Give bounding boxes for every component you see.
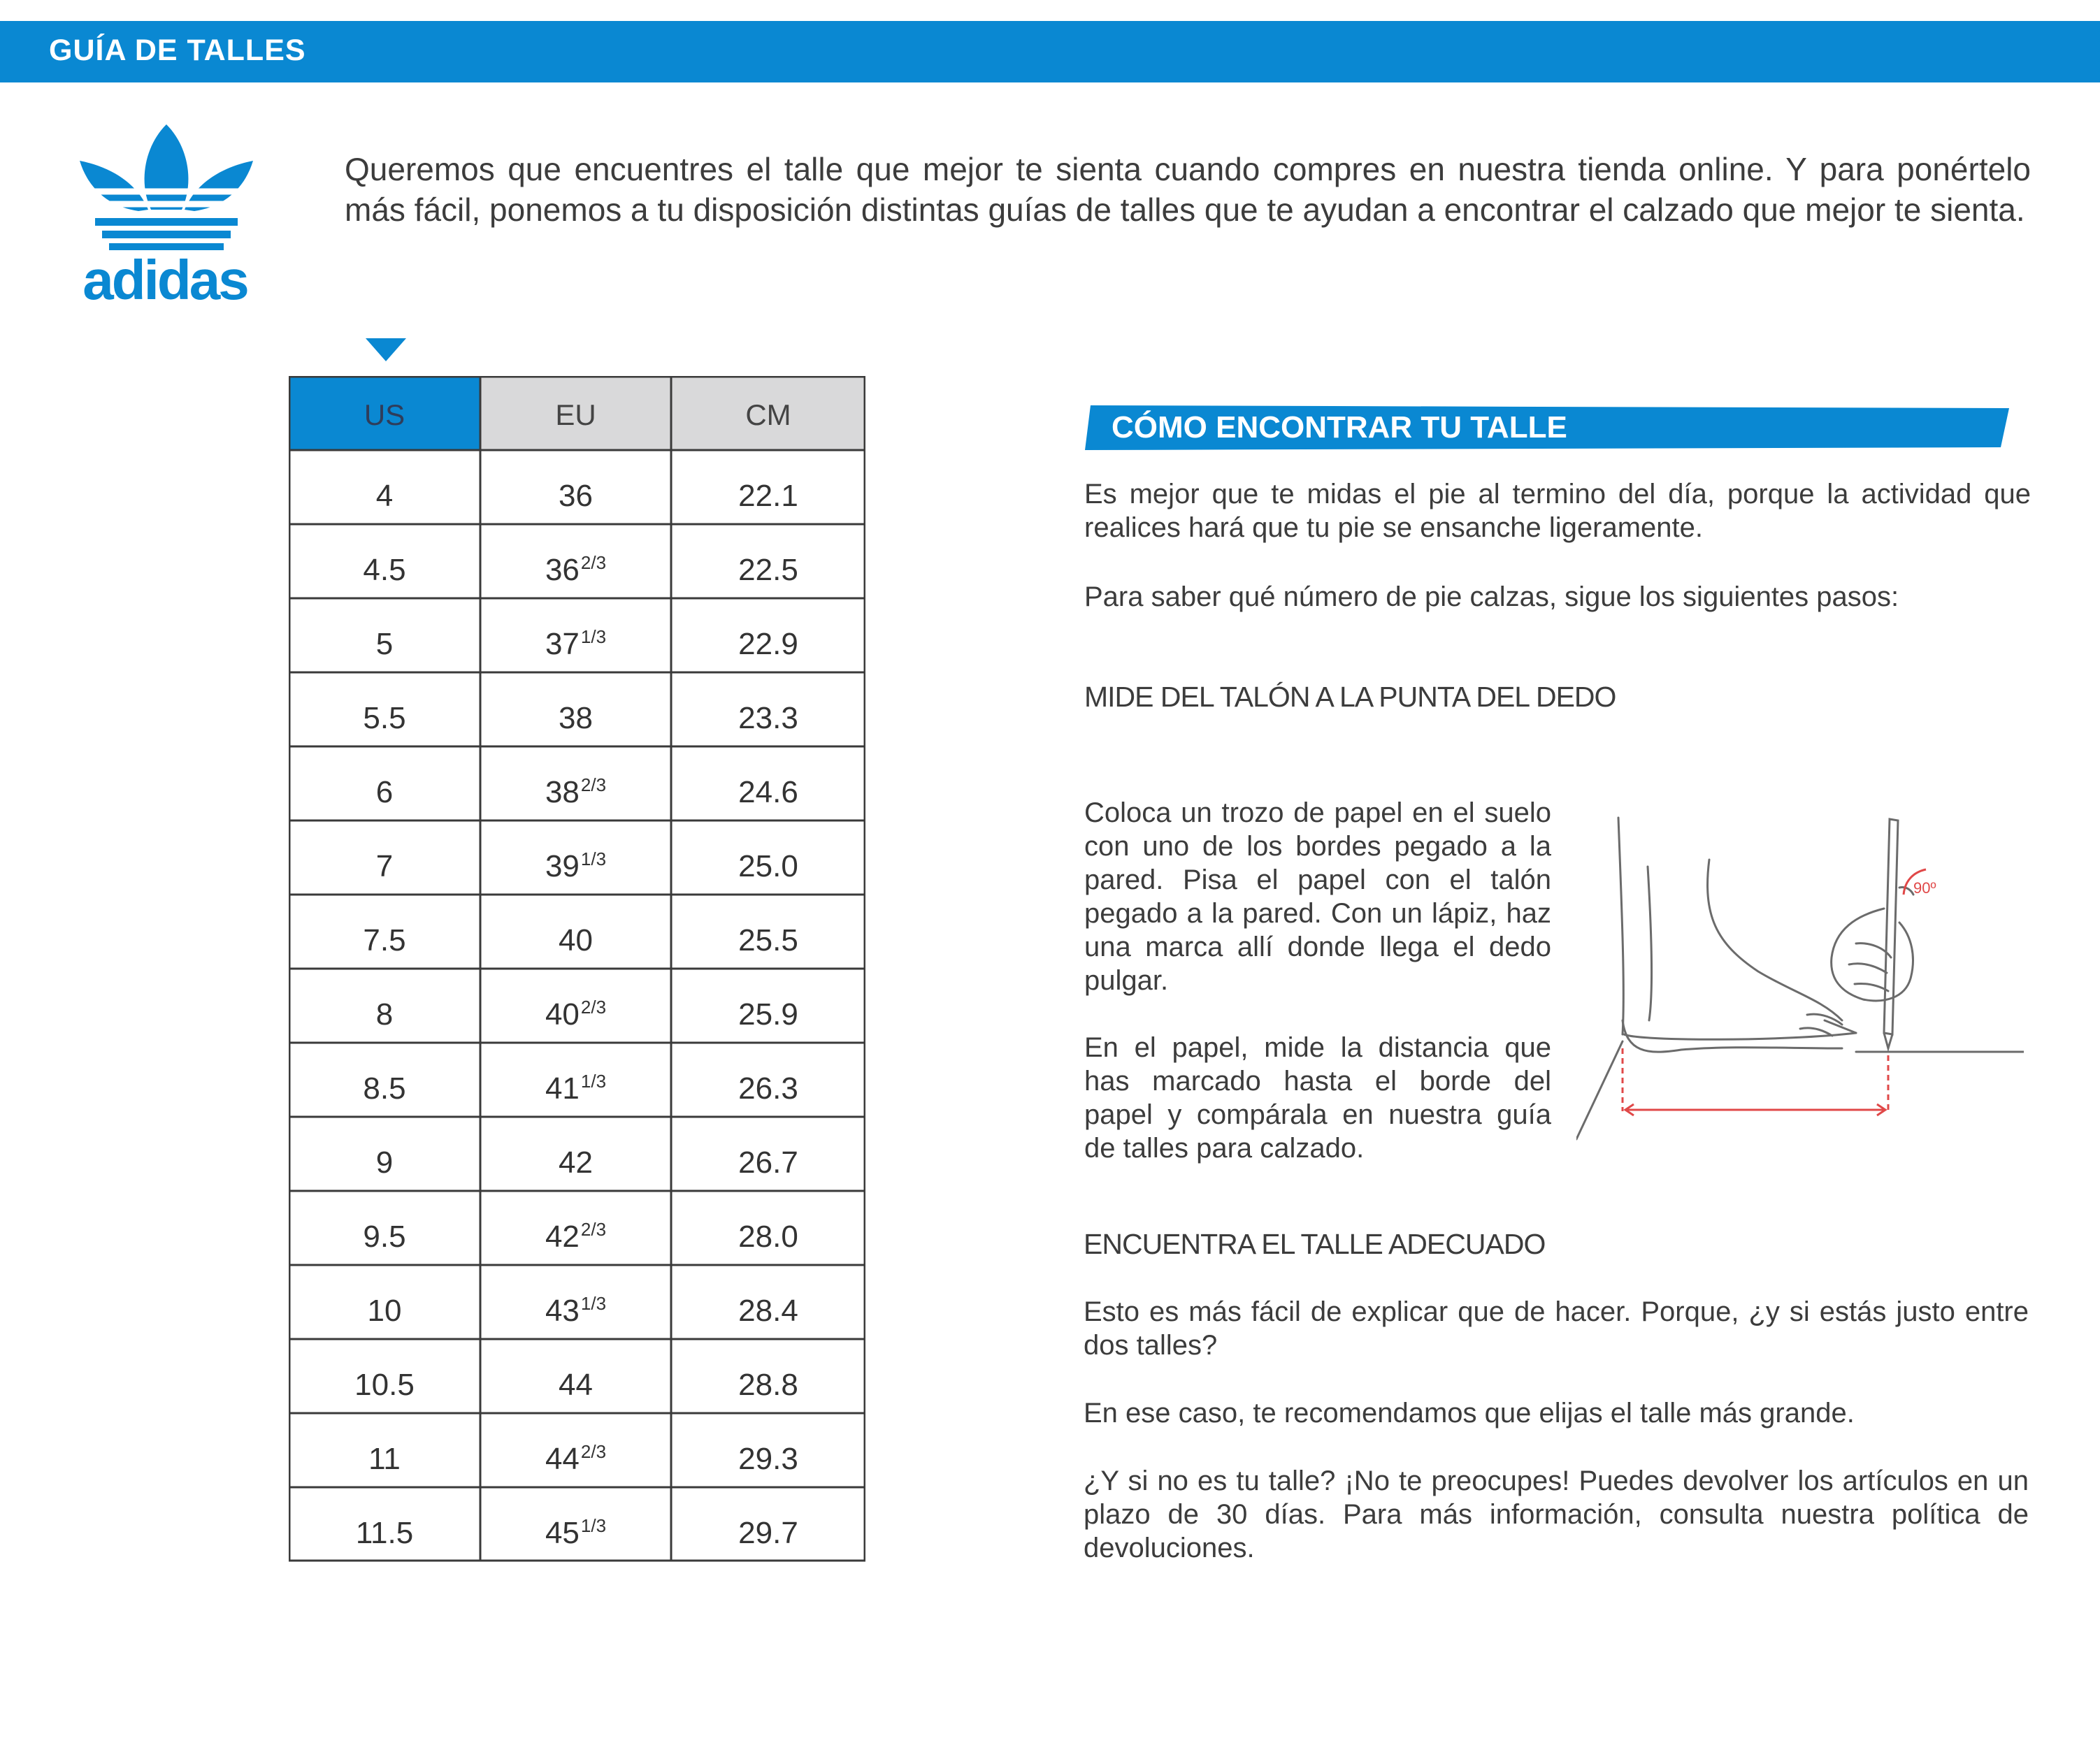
size-cell-cm: 22.9 [738,627,798,661]
eu-fraction: 2/3 [580,997,607,1018]
size-cell-cm: 29.7 [738,1516,798,1550]
size-cell-eu: $42^{2/3}$ [545,1219,607,1254]
size-cell-us: 9 [375,1145,394,1180]
size-cell-eu: $38^{2/3}$ [545,774,607,809]
eu-fraction: 1/3 [580,1071,607,1092]
size-cell-eu: 36 [559,479,593,513]
size-cell-us: 9.5 [363,1220,406,1254]
size-cell-eu: $41^{1/3}$ [545,1071,607,1106]
size-cell-cm: 25.9 [738,997,798,1032]
header-bar [0,21,2100,82]
eu-fraction: 2/3 [580,552,607,573]
size-cell-cm: 28.4 [738,1294,798,1328]
column-header-cm: CM [671,376,865,450]
size-table [289,376,865,1562]
size-cell-eu: $45^{1/3}$ [545,1515,607,1550]
size-cell-eu: $44^{2/3}$ [545,1441,607,1476]
size-cell-us: 7.5 [363,923,406,957]
step2-paragraph-1: Esto es más fácil de explicar que de hacer. Porque, ¿y si estás justo entre dos talles? [1084,1296,2029,1361]
size-cell-cm: 22.5 [738,553,798,587]
step1-heading: MIDE DEL TALÓN A LA PUNTA DEL DEDO [1084,681,1616,713]
size-cell-us: 5 [375,627,394,661]
size-cell-eu: 40 [559,923,593,957]
size-cell-us: 8 [375,997,394,1032]
size-cell-us: 6 [375,775,394,809]
eu-fraction: 2/3 [580,1441,607,1462]
size-cell-us: 11.5 [355,1516,414,1550]
size-cell-us: 5.5 [363,701,406,735]
steps-intro-paragraph: Para saber qué número de pie calzas, sigue los siguientes pasos: [1084,581,1899,612]
size-cell-cm: 28.0 [738,1220,798,1254]
step2-heading: ENCUENTRA EL TALLE ADECUADO [1084,1228,1546,1260]
size-cell-us: 10 [367,1294,402,1328]
size-cell-us: 10.5 [354,1368,415,1402]
size-cell-eu: 44 [559,1368,593,1402]
size-cell-eu: $39^{1/3}$ [545,848,607,883]
size-cell-us: 11 [368,1442,401,1476]
size-cell-cm: 24.6 [738,775,798,809]
size-cell-cm: 23.3 [738,701,798,735]
size-cell-cm: 22.1 [738,479,798,513]
size-cell-us: 4 [375,479,394,513]
section-title: CÓMO ENCONTRAR TU TALLE [1112,410,1567,444]
size-cell-cm: 29.3 [738,1442,798,1476]
size-cell-eu: $43^{1/3}$ [545,1293,607,1328]
foot-measurement-illustration [1576,811,2024,1146]
intro-text: Queremos que encuentres el talle que mejor te sienta cuando compres en nuestra tienda online. Y para ponértelo más fácil, ponemos a tu disposición distintas guías de talles que te ayudan a encontrar el calzado que mejor te sienta. [345,151,2031,228]
step1-paragraph-1: Coloca un trozo de papel en el suelo con uno de los bordes pegado a la pared. Pisa el papel con el talón pegado a la pared. Con un lápiz, haz una marca allí donde llega el dedo pulgar. [1084,797,1551,996]
column-header-eu: EU [480,376,671,450]
guide-intro-paragraph: Es mejor que te midas el pie al termino del día, porque la actividad que realices hará que tu pie se ensanche ligeramente. [1084,479,2031,543]
adidas-logo [74,119,259,306]
size-cell-cm: 25.0 [738,849,798,883]
svg-text:adidas: adidas [82,249,247,306]
size-cell-eu: $37^{1/3}$ [545,626,607,661]
page-title: GUÍA DE TALLES [49,34,306,67]
step1-paragraph-2: En el papel, mide la distancia que has marcado hasta el borde del papel y compárala en nuestra guía de talles para calzado. [1084,1032,1551,1164]
size-cell-cm: 28.8 [738,1368,798,1402]
size-cell-eu: $40^{2/3}$ [545,997,607,1032]
size-cell-eu: 38 [559,701,593,735]
eu-fraction: 1/3 [580,1293,607,1314]
eu-fraction: 2/3 [580,774,607,795]
size-cell-us: 8.5 [363,1071,406,1106]
size-cell-eu: 42 [559,1145,593,1180]
size-cell-eu: $36^{2/3}$ [545,552,607,587]
eu-fraction: 1/3 [580,848,607,869]
size-cell-us: 7 [375,849,394,883]
eu-fraction: 2/3 [580,1219,607,1240]
down-arrow-icon [366,338,406,361]
column-header-us: US [289,376,480,450]
size-cell-cm: 26.3 [738,1071,798,1106]
size-cell-cm: 25.5 [738,923,798,957]
eu-fraction: 1/3 [580,1515,607,1536]
step2-paragraph-3: ¿Y si no es tu talle? ¡No te preocupes! Puedes devolver los artículos en un plazo de 30 días. Para más información, consulta nuestra política de devoluciones. [1084,1466,2029,1563]
eu-fraction: 1/3 [580,626,607,647]
size-cell-us: 4.5 [363,553,406,587]
angle-label: 90º [1913,879,1936,897]
step2-paragraph-2: En ese caso, te recomendamos que elijas el talle más grande. [1084,1398,1855,1429]
size-cell-cm: 26.7 [738,1145,798,1180]
